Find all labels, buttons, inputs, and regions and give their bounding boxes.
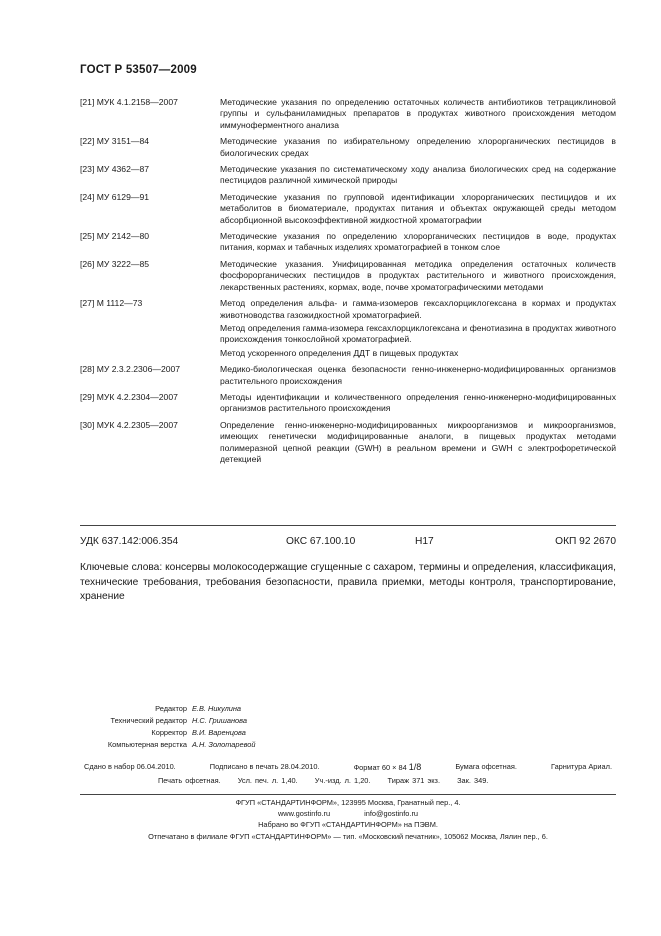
credit-name: В.И. Варенцова xyxy=(192,728,246,738)
reference-code: [21] МУК 4.1.2158—2007 xyxy=(80,97,178,107)
reference-item xyxy=(80,136,616,159)
credit-line xyxy=(0,715,256,727)
reference-item xyxy=(80,97,616,131)
reference-item xyxy=(80,259,616,293)
udk-code: УДК 637.142:006.354 xyxy=(80,536,179,547)
credit-role: Редактор xyxy=(155,704,187,713)
credits xyxy=(0,703,256,751)
bumaga: Бумага офсетная. xyxy=(455,762,517,771)
credit-role: Корректор xyxy=(151,728,187,738)
sdano: Сдано в набор 06.04.2010. xyxy=(84,762,176,771)
reference-item xyxy=(80,364,616,387)
format: Формат 60 × 84 1/8 xyxy=(353,762,422,772)
h-code: Н17 xyxy=(415,536,434,547)
credit-line xyxy=(0,727,256,739)
reference-item xyxy=(80,192,616,226)
publisher-site: www.gostinfo.ru xyxy=(277,809,331,819)
reference-item xyxy=(80,164,616,187)
keywords: Ключевые слова: консервы молокосодержащие сгущенные с сахаром, термины и определения, классификация, технические требования, требования безопасности, правила приемки, методы контроля, транспортирование, хранение xyxy=(80,562,616,603)
typeset-note: Набрано во ФГУП «СТАНДАРТИНФОРМ» на ПЭВМ. xyxy=(258,820,438,830)
reference-text: Медико-биологическая оценка безопасности генно-инженерно-модифицированных организмов растительного происхождения xyxy=(220,364,616,386)
publisher-address: ФГУП «СТАНДАРТИНФОРМ», 123995 Москва, Гранатный пер., 4. xyxy=(235,798,461,807)
reference-code: [28] МУ 2.3.2.2306—2007 xyxy=(80,364,181,375)
usl-pech: Усл. печ. л. 1,40. xyxy=(237,776,298,785)
credit-name: А.Н. Золотаревой xyxy=(192,740,256,750)
reference-text: Методические указания по определению хлорорганических пестицидов в воде, продуктах питания, кормах и табачных изделиях хроматографией в тонком слое xyxy=(220,231,616,253)
reference-text: Методические указания по групповой идентификации хлорорганических пестицидов и их метаболитов в биоматериале, продуктах питания и объектах окружающей среды методом абсорбционной высокоэффективной жидкостной хроматографии xyxy=(220,191,616,225)
credit-line xyxy=(0,739,256,751)
reference-code: [30] МУК 4.2.2305—2007 xyxy=(80,419,178,430)
publishing-line-1 xyxy=(84,762,612,772)
reference-item xyxy=(80,392,616,415)
reference-code: [26] МУ 3222—85 xyxy=(80,258,149,269)
document-header: ГОСТ Р 53507—2009 xyxy=(80,64,197,76)
reference-code: [23] МУ 4362—87 xyxy=(80,164,149,175)
bottom-divider xyxy=(80,794,616,795)
publisher-contacts xyxy=(80,808,616,819)
printed-note: Отпечатано в филиале ФГУП «СТАНДАРТИНФОРМ» — тип. «Московский печатник», 105062 Москва, Лялин пер., 6. xyxy=(148,831,548,841)
pechat: Печать офсетная. xyxy=(158,776,221,785)
tirazh: Тираж 371 экз. xyxy=(387,776,440,785)
credit-line xyxy=(0,703,256,715)
reference-text: Методы идентификации и количественного определения генно-инженерно-модифицированных организмов растительного происхождения xyxy=(220,391,616,414)
reference-text: Определение генно-инженерно-модифицированных микроорганизмов и микроорганизмов, имеющих генетически модифицированные аналоги, в пищевых продуктах методами полимеразной цепной реакции (GWH) в реальном времени и GWH с электрофоретической детекцией xyxy=(220,419,616,464)
uch-izd: Уч.-изд. л. 1,20. xyxy=(314,776,371,785)
reference-item xyxy=(80,420,616,466)
reference-text: Методические указания по систематическому ходу анализа биологических сред на содержание пестицидов различной химической природы xyxy=(220,164,616,186)
podpisano: Подписано в печать 28.04.2010. xyxy=(209,762,320,771)
reference-code: [25] МУ 2142—80 xyxy=(80,231,149,242)
garnitura: Гарнитура Ариал. xyxy=(550,762,612,771)
publishing-line-2 xyxy=(158,776,502,785)
top-divider xyxy=(80,525,616,526)
reference-text: Методические указания по определению остаточных количеств антибиотиков тетрациклиновой группы и сульфаниламидных препаратов в продуктах животного происхождения методом иммуноферментного анализа xyxy=(220,97,616,130)
reference-item xyxy=(80,231,616,254)
reference-text: Метод определения гамма-изомера гексахлорциклогексана и фенотиазина в продуктах животного происхождения тонкослойной хроматографией. xyxy=(220,322,616,345)
credit-role: Технический редактор xyxy=(110,716,187,726)
reference-item xyxy=(80,298,616,359)
reference-code: [22] МУ 3151—84 xyxy=(80,136,149,147)
credit-role: Компьютерная верстка xyxy=(107,740,187,750)
reference-text: Методические указания по избирательному определению хлорорганических пестицидов в биологических средах xyxy=(220,136,616,158)
credit-name: Н.С. Гришанова xyxy=(192,716,247,726)
publisher-footer xyxy=(80,797,616,842)
oks-code: ОКС 67.100.10 xyxy=(286,536,356,547)
publisher-email: info@gostinfo.ru xyxy=(364,809,419,819)
credit-name: Е.В. Никулина xyxy=(192,704,242,713)
zakaz: Зак. 349. xyxy=(457,776,489,785)
okp-code: ОКП 92 2670 xyxy=(555,536,616,547)
reference-text: Методические указания. Унифицированная методика определения остаточных количеств фосфорорганических пестицидов в продуктах растительного и животного происхождения, лекарственных растениях, кормах, воде, почве хроматографическими методами xyxy=(220,258,616,292)
reference-code: [29] МУК 4.2.2304—2007 xyxy=(80,391,178,402)
reference-text: Метод определения альфа- и гамма-изомеров гексахлорциклогексана в кормах и продуктах животноводства газожидкостной хроматографией. xyxy=(220,298,616,320)
reference-text: Метод ускоренного определения ДДТ в пищевых продуктах xyxy=(220,347,459,358)
reference-code: [27] М 1112—73 xyxy=(80,298,143,309)
references-list xyxy=(80,97,616,470)
format-fraction: 1/8 xyxy=(408,762,422,772)
reference-code: [24] МУ 6129—91 xyxy=(80,191,149,202)
